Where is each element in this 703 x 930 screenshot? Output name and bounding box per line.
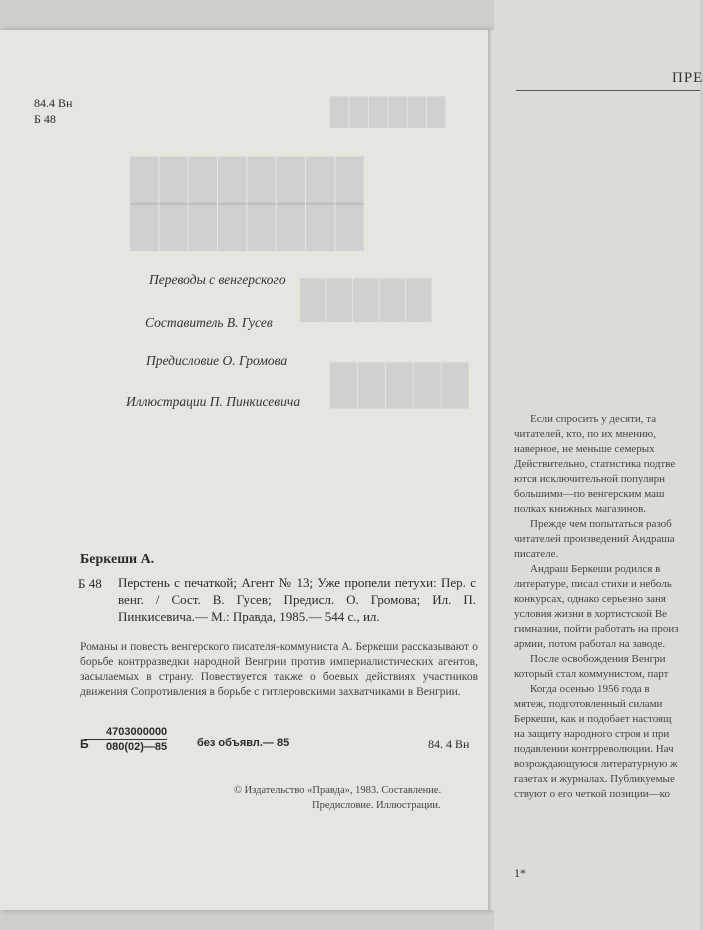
body-line: полках книжных магазинов. — [514, 503, 647, 515]
credit-illustrations: Иллюстрации П. Пинкисевича — [126, 394, 301, 409]
body-line: конкурсах, однако серьезно заня — [514, 593, 666, 605]
right-page-header: ПРЕ — [672, 70, 703, 86]
code-numerator: 4703000000 — [84, 726, 167, 740]
body-line: Беркеши, как и подобает настоящ — [514, 713, 672, 725]
catalog-code: Б 48 — [78, 576, 102, 591]
author-name: Беркеши А. — [80, 552, 155, 567]
body-line: гимназии, пойти работать на произ — [514, 623, 679, 635]
bbk-code: 84. 4 Вн — [428, 737, 470, 751]
body-line: условия жизни в хортистской Ве — [514, 608, 668, 620]
right-page-body — [514, 412, 700, 802]
copyright-line-1: © Издательство «Правда», 1983. Составление. — [234, 785, 442, 796]
body-line: Андраш Беркеши родился в — [530, 563, 661, 575]
body-line: который стал коммунистом, парт — [514, 668, 669, 680]
left-page — [0, 30, 492, 910]
body-line: мятеж, подготовленный силами — [514, 698, 663, 710]
copyright-notice — [234, 783, 441, 813]
body-line: Когда осенью 1956 года в — [530, 683, 650, 695]
body-line: возрождающуюся литературную ж — [514, 758, 678, 770]
body-line: ются исключительной популярн — [514, 473, 665, 485]
credit-translation: Переводы с венгерского — [149, 272, 286, 287]
body-line: писателе. — [514, 548, 559, 560]
body-line: подавлении контрреволюции. Нач — [514, 743, 674, 755]
show-through-text: █████ — [300, 278, 433, 319]
body-line: читателей, кто, по их мнению, — [514, 428, 657, 440]
page-signature-mark: 1* — [514, 866, 526, 880]
show-through-text: █████ — [330, 364, 470, 406]
body-line: наверное, не меньше семерых — [514, 443, 655, 455]
body-line: Действительно, статистика подтве — [514, 458, 676, 470]
credit-compiler: Составитель В. Гусев — [145, 315, 273, 330]
show-through-text: ██████ — [330, 96, 447, 126]
body-line: Прежде чем попытаться разоб — [530, 518, 672, 530]
bibliographic-description: Перстень с печаткой; Агент № 13; Уже пропели петухи: Пер. с венг. / Сост. В. Гусев; Предисл. О. Громова; Ил. П. Пинкисевича.— М.: Правда, 1985.— 544 с., ил. — [118, 575, 476, 624]
annotation-text: Романы и повесть венгерского писателя-коммуниста А. Беркеши рассказывают о борьбе контрразведки народной Венгрии против империалистических агентов, засылаемых в страну. Повествуется также о боевых действиях участников движения Сопротивления в борьбе с гитлеровскими захватчиками в Венгрии. — [80, 641, 478, 698]
isbn-code-fraction — [84, 726, 167, 753]
credit-preface: Предисловие О. Громова — [146, 353, 288, 368]
code-letter: Б — [80, 737, 89, 751]
body-line: После освобождения Венгри — [530, 653, 666, 665]
library-code: 84.4 Вн — [34, 96, 73, 110]
header-rule — [516, 90, 700, 91]
body-line: армии, потом работал на заводе. — [514, 638, 666, 650]
body-line: большими—по венгерским маш — [514, 488, 665, 500]
price-note: без объявл.— 85 — [197, 737, 290, 749]
copyright-line-2: Предисловие. Иллюстрации. — [312, 800, 441, 811]
library-code-secondary: Б 48 — [34, 112, 56, 126]
body-line: читателей произведений Андраша — [514, 533, 675, 545]
body-line: литературе, писал стихи и неболь — [514, 578, 672, 590]
body-line: газетах и журналах. Публикуемые — [514, 773, 675, 785]
body-line: ствуют о его четкой позиции—ко — [514, 788, 670, 800]
code-denominator: 080(02)—85 — [106, 741, 168, 753]
body-line: на защиту народного строя и при — [514, 728, 670, 740]
show-through-text: ████████ — [130, 158, 365, 202]
show-through-text: ████████ — [130, 204, 365, 248]
body-line: Если спросить у десяти, та — [530, 413, 657, 425]
